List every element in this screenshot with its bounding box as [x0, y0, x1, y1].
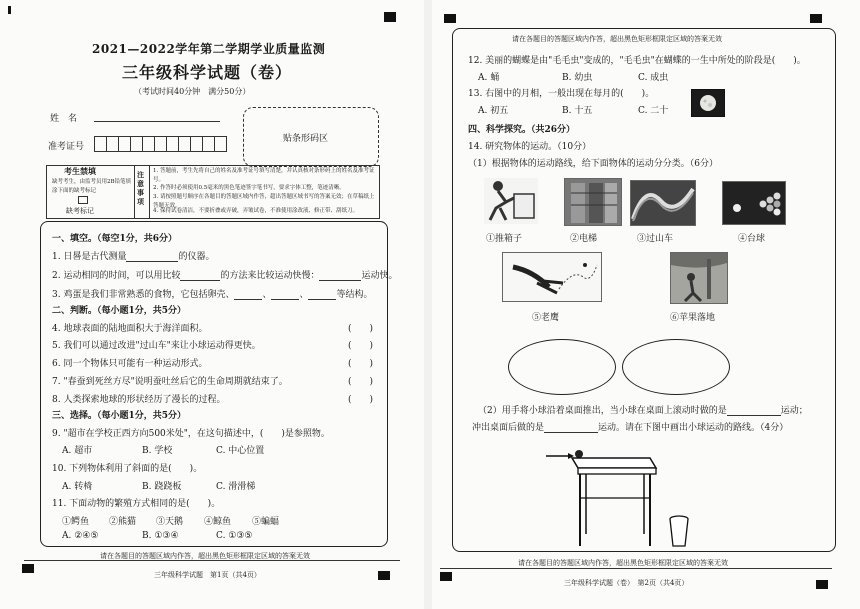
q11-option-c[interactable]: C. ①③⑤ [216, 531, 253, 541]
q12-option-c[interactable]: C. 成虫 [638, 73, 669, 83]
q3-blank-3[interactable] [308, 299, 336, 300]
elevator-image [564, 178, 622, 226]
cup-icon [668, 514, 690, 548]
caption-roller-coaster: ③过山车 [637, 234, 674, 244]
question-13: 13. 右图中的月相，一般出现在每月的( )。 [468, 89, 655, 99]
corner-mark [440, 572, 452, 581]
exam-page-2 [432, 0, 860, 609]
q10-option-a[interactable]: A. 转椅 [62, 482, 93, 492]
absent-label: 缺考标记 [66, 207, 94, 215]
q13-option-a[interactable]: A. 初五 [478, 106, 509, 116]
q6-answer[interactable]: ( ) [348, 359, 374, 369]
question-14-2-line1: （2）用手将小球沿着桌面推出，当小球在桌面上滚动时做的是 运动； [478, 406, 808, 416]
page-footer: 三年级科学试题（卷） 第2页（共4页） [564, 579, 689, 587]
corner-mark [22, 564, 34, 573]
question-9: 9. "超市在学校正西方向500米处"，在这句描述中，( )是参照物。 [52, 429, 330, 439]
q10-option-b[interactable]: B. 跷跷板 [142, 482, 182, 492]
notice-3: 3. 请按照题号顺序在各题目的答题区域内作答，超出答题区域书写的答案无效；在草稿纸上答题无效。 [153, 194, 375, 209]
name-label: 姓 名 [50, 114, 78, 124]
q10-option-c[interactable]: C. 滑滑梯 [216, 482, 256, 492]
q2-blank-2[interactable] [319, 280, 361, 281]
exam-title-line1: 2021—2022学年第二学期学业质量监测 [92, 42, 326, 56]
footer-warning: 请在各题目的答题区域内作答，超出黑色矩形框限定区域的答案无效 [100, 552, 310, 560]
q11-item-4: ④鲸鱼 [204, 517, 232, 527]
question-5: 5. 我们可以通过改进"过山车"来让小球运动得更快。 [52, 341, 261, 351]
q11-option-b[interactable]: B. ①③④ [142, 531, 179, 541]
question-11: 11. 下面动物的繁殖方式相同的是( )。 [52, 499, 221, 509]
elevator-icon [565, 179, 621, 225]
q2-blank-1[interactable] [180, 280, 220, 281]
question-2: 2. 运动相同的时间，可以用比较 的方法来比较运动快慢： 运动快。 [52, 271, 398, 281]
question-14-2-line2: 冲出桌面后做的是 运动。请在下图中画出小球运动的路线。（4分） [472, 423, 789, 433]
section1-heading: 一、填空。（每空1分，共6分） [52, 234, 178, 244]
q5-answer[interactable]: ( ) [348, 341, 374, 351]
q11-item-3: ③天鹅 [156, 517, 184, 527]
q3-blank-2[interactable] [271, 299, 299, 300]
moon-icon [692, 90, 724, 116]
q9-option-c[interactable]: C. 中心位置 [216, 446, 265, 456]
id-label: 准考证号 [48, 142, 85, 152]
q9-option-a[interactable]: A. 超市 [62, 446, 93, 456]
apple-falling-icon [671, 253, 727, 303]
q11-item-2: ②熊猫 [109, 517, 137, 527]
caption-elevator: ②电梯 [570, 234, 598, 244]
question-4: 4. 地球表面的陆地面积大于海洋面积。 [52, 324, 208, 334]
notice-2: 2. 作答时必须使用0.5毫米的黑色笔迹签字笔书写，要求字体工整，笔迹清晰。 [153, 185, 345, 191]
q14-2-blank-1[interactable] [727, 415, 781, 416]
notice-1: 1. 答题前，考生先将自己的姓名及准考证号填写清楚，并认真核对条形码上的姓名及准考证号。 [153, 168, 375, 183]
barcode-label: 贴条形码区 [283, 134, 329, 144]
rules-divider [149, 165, 150, 218]
corner-mark [444, 14, 456, 23]
q4-answer[interactable]: ( ) [348, 324, 374, 334]
caption-apple: ⑥苹果落地 [670, 313, 716, 323]
q12-option-b[interactable]: B. 幼虫 [562, 73, 593, 83]
rules-divider [134, 165, 135, 218]
q7-answer[interactable]: ( ) [348, 377, 374, 387]
billiards-image [722, 181, 786, 225]
q13-option-b[interactable]: B. 十五 [562, 106, 593, 116]
eagle-flight-icon [503, 253, 601, 301]
exam-title-line2: 三年级科学试题（卷） [122, 63, 293, 82]
q8-answer[interactable]: ( ) [348, 395, 374, 405]
apple-falling-image [670, 252, 728, 304]
question-3: 3. 鸡蛋是我们非常熟悉的食物，它包括卵壳、 、 、 等结构。 [52, 290, 373, 300]
q14-2-blank-2[interactable] [544, 432, 598, 433]
billiard-balls-icon [723, 182, 785, 224]
q9-option-b[interactable]: B. 学校 [142, 446, 173, 456]
corner-mark [816, 580, 828, 589]
corner-mark [378, 571, 390, 580]
notice-4: 4. 保持试卷清洁，不要折叠或弄破，弄皱试卷，不准使用涂改液、修正带、刮纸刀。 [153, 208, 358, 214]
notice-label: 注意事项 [137, 170, 144, 206]
page-footer: 三年级科学试题 第1页（共4页） [154, 571, 261, 579]
name-field[interactable] [94, 121, 220, 122]
section3-heading: 三、选择。（每小题1分，共5分） [52, 411, 187, 421]
corner-mark [384, 12, 396, 22]
roller-coaster-image [630, 180, 696, 226]
caption-billiards: ④台球 [738, 234, 766, 244]
corner-mark [8, 6, 11, 14]
section2-heading: 二、判断。（每小题1分，共5分） [52, 306, 187, 316]
question-8: 8. 人类探索地球的形状经历了漫长的过程。 [52, 395, 226, 405]
rules-title: 考生禁填 [64, 166, 96, 176]
q13-option-c[interactable]: C. 二十 [638, 106, 669, 116]
header-warning: 请在各题目的答题区域内作答，超出黑色矩形框限定区域的答案无效 [512, 35, 722, 43]
exam-subtitle: （考试时间40分钟 满分50分） [134, 87, 251, 96]
id-field[interactable] [94, 136, 226, 156]
q3-blank-1[interactable] [234, 299, 262, 300]
footer-rule [24, 560, 400, 561]
question-12: 12. 美丽的蝴蝶是由"毛毛虫"变成的，"毛毛虫"在蝴蝶的一生中所处的阶段是( )。 [468, 56, 806, 66]
answer-oval-left[interactable] [508, 339, 616, 395]
eagle-image [502, 252, 602, 302]
question-14: 14. 研究物体的运动。（10分） [468, 142, 592, 152]
question-14-1: （1）根据物体的运动路线，给下面物体的运动分分类。（6分） [468, 159, 718, 169]
caption-eagle: ⑤老鹰 [532, 313, 560, 323]
question-10: 10. 下列物体利用了斜面的是( )。 [52, 464, 203, 474]
q11-item-1: ①鳄鱼 [62, 517, 90, 527]
moon-phase-image [691, 89, 725, 117]
footer-warning: 请在各题目的答题区域内作答，超出黑色矩形框限定区域的答案无效 [518, 559, 728, 567]
question-1: 1. 日晷是古代测量 的仪器。 [52, 252, 215, 262]
q11-option-a[interactable]: A. ②④⑤ [62, 531, 99, 541]
caption-push-box: ①推箱子 [486, 234, 523, 244]
question-6: 6. 同一个物体只可能有一种运动形式。 [52, 359, 208, 369]
roller-coaster-icon [631, 181, 695, 225]
ball-icon [575, 450, 583, 458]
corner-mark [810, 14, 822, 23]
q12-option-a[interactable]: A. 蛹 [478, 73, 500, 83]
question-7: 7. "春蚕到死丝方尽"说明蚕吐丝后它的生命周期就结束了。 [52, 377, 288, 387]
answer-oval-right[interactable] [622, 339, 730, 395]
rules-text: 缺考考生，由监考员用2B铅笔填涂下面的缺考标记 [52, 179, 132, 194]
section4-heading: 四、科学探究。（共26分） [468, 125, 576, 135]
person-pushing-box-icon [484, 178, 538, 224]
pushing-box-image [484, 178, 538, 224]
footer-rule [440, 568, 832, 569]
q1-blank[interactable] [126, 261, 178, 262]
exam-page-1 [0, 0, 424, 609]
absent-checkbox[interactable] [78, 196, 88, 204]
q11-item-5: ⑤蝙蝠 [252, 517, 280, 527]
